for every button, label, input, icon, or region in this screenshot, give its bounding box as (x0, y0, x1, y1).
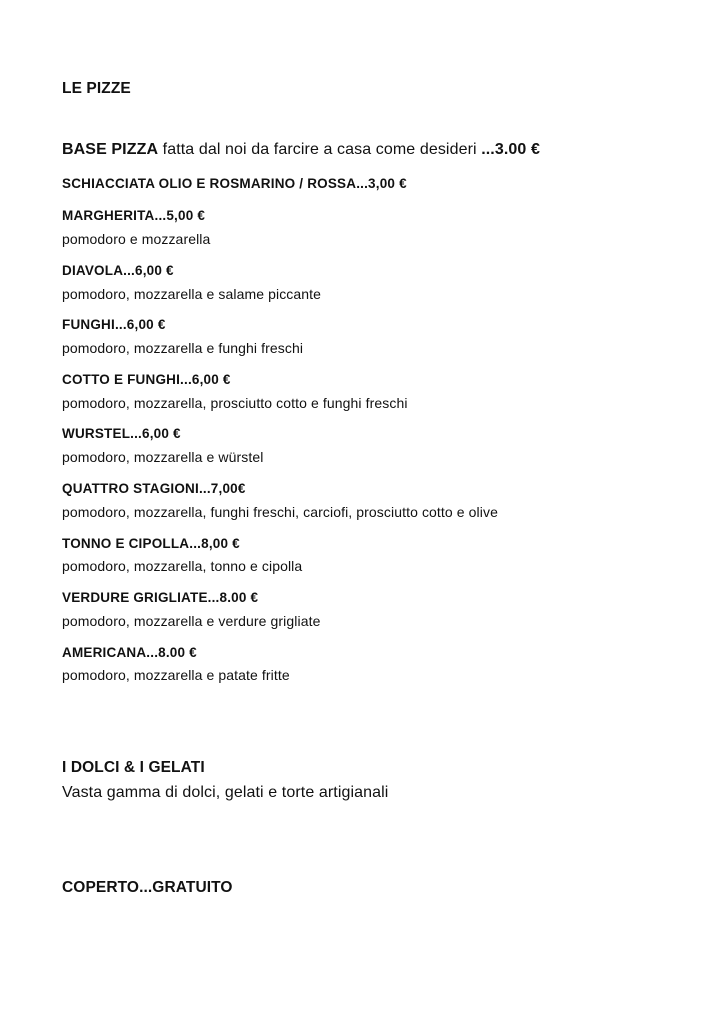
menu-item-name: DIAVOLA...6,00 € (62, 263, 174, 278)
schiacciata-item: SCHIACCIATA OLIO E ROSMARINO / ROSSA...3,00 € (62, 176, 407, 191)
menu-item-name: TONNO E CIPOLLA...8,00 € (62, 536, 240, 551)
coperto-title: COPERTO...GRATUITO (62, 879, 233, 896)
dolci-desc: Vasta gamma di dolci, gelati e torte artigianali (62, 784, 389, 801)
menu-item-desc: pomodoro, mozzarella, tonno e cipolla (62, 558, 303, 574)
menu-page (62, 0, 702, 1024)
menu-item-name: COTTO E FUNGHI...6,00 € (62, 372, 231, 387)
menu-item-desc: pomodoro, mozzarella e würstel (62, 449, 264, 465)
dolci-title: I DOLCI & I GELATI (62, 759, 205, 776)
base-pizza-price: ...3.00 € (481, 141, 540, 158)
base-pizza-name: BASE PIZZA (62, 141, 159, 158)
menu-item-name: FUNGHI...6,00 € (62, 317, 166, 332)
pizze-title: LE PIZZE (62, 80, 131, 97)
menu-item-desc: pomodoro, mozzarella e salame piccante (62, 286, 322, 302)
menu-item-desc: pomodoro, mozzarella e funghi freschi (62, 340, 304, 356)
menu-item-desc: pomodoro, mozzarella, funghi freschi, carciofi, prosciutto cotto e olive (62, 504, 498, 520)
menu-item-name: QUATTRO STAGIONI...7,00€ (62, 481, 246, 496)
menu-item-name: VERDURE GRIGLIATE...8.00 € (62, 590, 259, 605)
menu-item-desc: pomodoro e mozzarella (62, 231, 211, 247)
menu-item-name: WURSTEL...6,00 € (62, 426, 181, 441)
menu-item-name: MARGHERITA...5,00 € (62, 208, 206, 223)
base-pizza-text: fatta dal noi da farcire a casa come desideri (158, 141, 482, 158)
menu-item-desc: pomodoro, mozzarella e verdure grigliate (62, 613, 321, 629)
menu-item-desc: pomodoro, mozzarella, prosciutto cotto e funghi freschi (62, 395, 408, 411)
base-pizza-line (62, 141, 540, 159)
menu-item-name: AMERICANA...8.00 € (62, 645, 197, 660)
menu-item-desc: pomodoro, mozzarella e patate fritte (62, 667, 290, 683)
